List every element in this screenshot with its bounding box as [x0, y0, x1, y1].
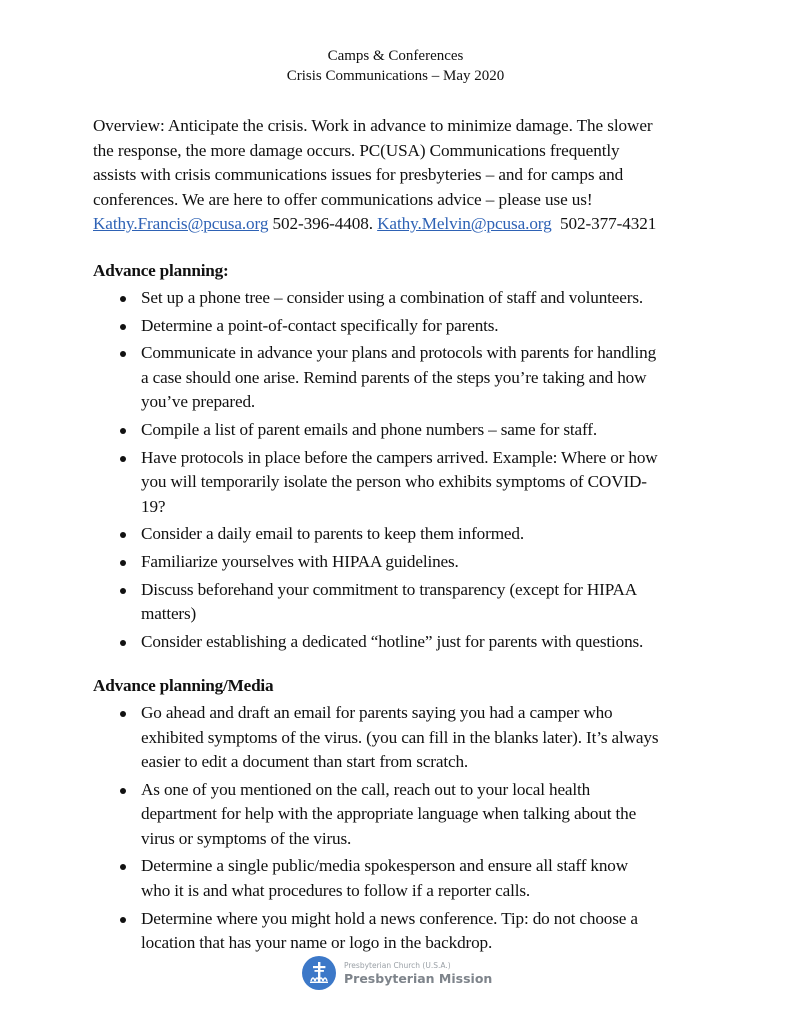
overview-paragraph	[93, 114, 733, 237]
list-item-text: location that has your name or logo in the backdrop.	[141, 933, 493, 953]
list-item	[93, 286, 733, 311]
bullet-icon	[120, 560, 126, 566]
email-link-kathy-melvin[interactable]: Kathy.Melvin@pcusa.org	[377, 214, 552, 233]
logo-org-small: Presbyterian Church (U.S.A.)	[344, 960, 451, 970]
list-item	[93, 578, 733, 627]
bullet-icon	[120, 351, 126, 357]
header-title: Camps & Conferences	[327, 48, 464, 64]
bullet-icon	[120, 640, 126, 646]
bullet-icon	[120, 532, 126, 538]
presbyterian-seal-icon	[302, 956, 336, 990]
list-item-text: Go ahead and draft an email for parents saying you had a camper who	[141, 703, 613, 722]
list-item	[93, 418, 733, 443]
bullet-icon	[120, 788, 126, 794]
bullet-icon	[120, 456, 126, 462]
section-heading-advance-planning-media: Advance planning/Media	[93, 676, 274, 695]
list-item-text: As one of you mentioned on the call, reach out to your local health	[141, 779, 591, 799]
bullet-icon	[120, 711, 126, 717]
list-item-text: 19?	[141, 496, 166, 516]
list-item-text: Set up a phone tree – consider using a combination of staff and volunteers.	[141, 288, 644, 307]
contact-line	[93, 212, 733, 237]
overview-line: conferences. We are here to offer communications advice – please use us!	[93, 189, 593, 209]
list-item-text: Consider establishing a dedicated “hotline” just for parents with questions.	[141, 632, 644, 651]
overview-line: the response, the more damage occurs. PC(USA) Communications frequently	[93, 140, 620, 160]
bullet-icon	[120, 588, 126, 594]
overview-line: assists with crisis communications issues for presbyteries – and for camps and	[93, 165, 624, 184]
list-item-text: Determine a single public/media spokesperson and ensure all staff know	[141, 856, 629, 876]
list-item	[93, 341, 733, 415]
list-item-text: virus or symptoms of the virus.	[141, 828, 352, 848]
overview-line: Overview: Anticipate the crisis. Work in advance to minimize damage. The slower	[93, 116, 653, 135]
list-item	[93, 522, 733, 547]
list-item-text: you’ve prepared.	[141, 392, 256, 412]
list-item-text: easier to edit a document than start from scratch.	[141, 752, 469, 771]
list-item-text: Familiarize yourselves with HIPAA guidelines.	[141, 552, 459, 572]
list-item	[93, 630, 733, 655]
list-item-text: Discuss beforehand your commitment to transparency (except for HIPAA	[141, 579, 638, 599]
list-item-text: Communicate in advance your plans and protocols with parents for handling	[141, 343, 657, 363]
list-item-text: department for help with the appropriate language when talking about the	[141, 804, 637, 824]
list-item	[93, 778, 733, 852]
list-item	[93, 907, 733, 956]
list-item-text: who it is and what procedures to follow if a reporter calls.	[141, 880, 531, 900]
document-header	[0, 46, 791, 86]
section-heading-advance-planning: Advance planning:	[93, 261, 229, 280]
list-item-text: Consider a daily email to parents to keep them informed.	[141, 524, 524, 544]
list-item	[93, 314, 733, 339]
email-link-kathy-francis[interactable]: Kathy.Francis@pcusa.org	[93, 214, 269, 233]
bullet-icon	[120, 428, 126, 434]
list-item-text: exhibited symptoms of the virus. (you can fill in the blanks later). It’s always	[141, 727, 659, 747]
logo-wordmark	[344, 961, 492, 986]
list-item-text: Determine where you might hold a news conference. Tip: do not choose a	[141, 908, 638, 928]
list-item	[93, 854, 733, 903]
list-item-text: Have protocols in place before the campers arrived. Example: Where or how	[141, 447, 658, 467]
list-item-text: matters)	[141, 604, 197, 624]
list-item-text: Determine a point-of-contact specifically for parents.	[141, 315, 499, 335]
list-item-text: Compile a list of parent emails and phone numbers – same for staff.	[141, 420, 597, 440]
presbyterian-mission-logo	[302, 956, 492, 990]
bullet-icon	[120, 296, 126, 302]
phone-kathy-francis: 502-396-4408.	[268, 214, 378, 233]
bullet-icon	[120, 917, 126, 923]
bullet-icon	[120, 864, 126, 870]
bullet-icon	[120, 324, 126, 330]
list-item	[93, 550, 733, 575]
advance-planning-list	[93, 286, 733, 658]
phone-kathy-melvin: 502-377-4321	[551, 214, 657, 233]
list-item-text: you will temporarily isolate the person who exhibits symptoms of COVID-	[141, 472, 647, 492]
list-item	[93, 701, 733, 775]
header-subtitle: Crisis Communications – May 2020	[286, 68, 505, 84]
advance-planning-media-list	[93, 701, 733, 959]
list-item-text: a case should one arise. Remind parents of the steps you’re taking and how	[141, 367, 647, 387]
list-item	[93, 446, 733, 520]
logo-org-big: Presbyterian Mission	[344, 970, 493, 986]
